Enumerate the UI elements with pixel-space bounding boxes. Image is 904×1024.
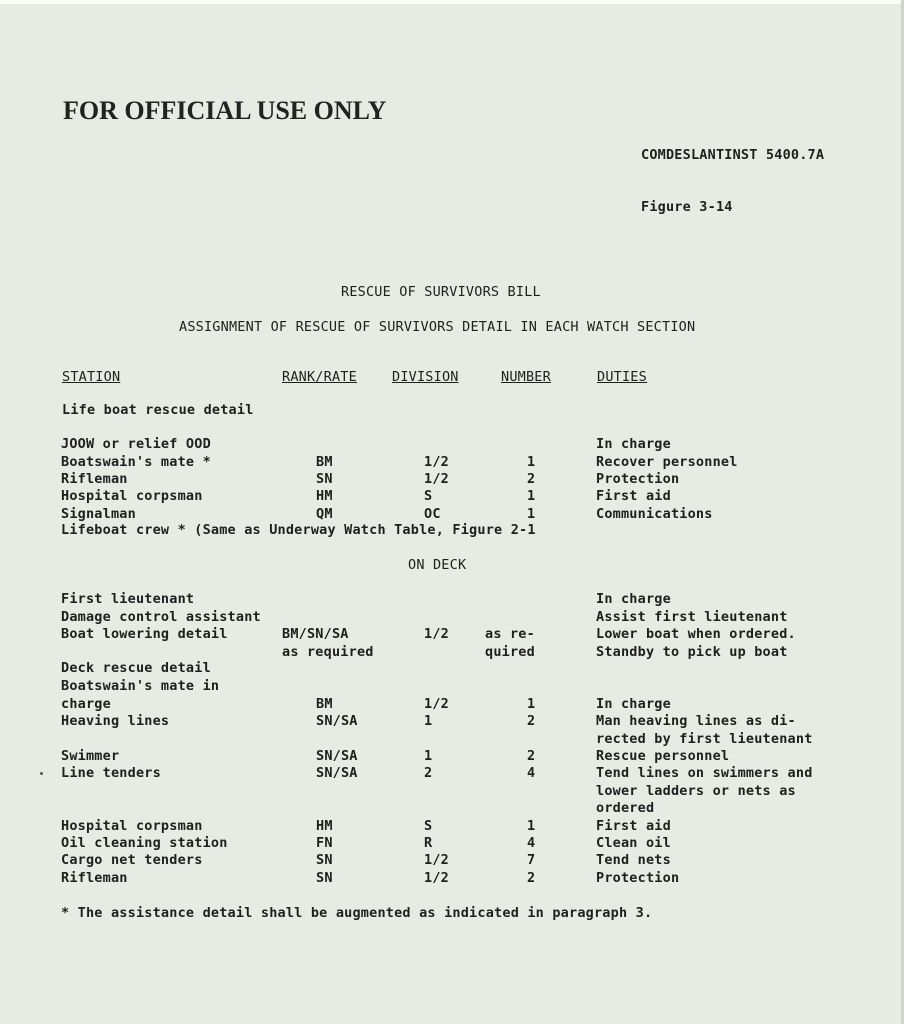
footnote: * The assistance detail shall be augmented as indicated in paragraph 3. [61,905,653,921]
lifeboat-row-rank: HM [316,488,333,504]
deck-row-station: Boatswain's mate in [61,678,220,694]
deck-row-number: 2 [527,870,536,886]
deck-row-number: 7 [527,852,536,868]
deck-row-station: Oil cleaning station [61,835,228,851]
deck-row-duties: Lower boat when ordered. [596,626,796,642]
deck-row-station: Boat lowering detail [61,626,228,642]
header-division: DIVISION [392,369,459,385]
deck-row-division: 1/2 [424,626,449,642]
deck-row-rank: BM [316,696,333,712]
deck-row-duties: rected by first lieutenant [596,731,813,747]
deck-row-rank: SN/SA [316,713,358,729]
deck-row-station: First lieutenant [61,591,195,607]
deck-row-station: Heaving lines [61,713,170,729]
lifeboat-row-number: 1 [527,454,536,470]
lifeboat-crew-line: Lifeboat crew * (Same as Underway Watch Table, Figure 2-1 [61,522,536,538]
deck-row-rank: as required [282,644,374,660]
lifeboat-row-number: 1 [527,488,536,504]
deck-row-rank: HM [316,818,333,834]
deck-row-station: Hospital corpsman [61,818,203,834]
deck-row-division: 1/2 [424,696,449,712]
deck-row-duties: Tend nets [596,852,671,868]
deck-row-duties: In charge [596,591,671,607]
lifeboat-row-number: 2 [527,471,536,487]
lifeboat-row-station: Boatswain's mate * [61,454,211,470]
deck-row-division: 1 [424,748,433,764]
deck-row-station: Damage control assistant [61,609,261,625]
figure-label: Figure 3-14 [641,199,733,215]
header-station: STATION [62,369,121,385]
lifeboat-row-station: JOOW or relief OOD [61,436,211,452]
deck-row-number: 4 [527,835,536,851]
on-deck-heading: ON DECK [408,557,467,573]
deck-row-division: 2 [424,765,433,781]
deck-row-number: 2 [527,713,536,729]
lifeboat-row-duties: Protection [596,471,680,487]
deck-row-number: as re- [485,626,535,642]
deck-row-station: Rifleman [61,870,128,886]
deck-row-rank: SN [316,870,333,886]
lifeboat-row-division: OC [424,506,441,522]
deck-row-duties: Man heaving lines as di- [596,713,796,729]
deck-row-rank: SN/SA [316,765,358,781]
header-number: NUMBER [501,369,551,385]
deck-row-duties: Clean oil [596,835,671,851]
deck-row-duties: Protection [596,870,680,886]
lifeboat-row-division: S [424,488,433,504]
lifeboat-row-station: Rifleman [61,471,128,487]
deck-row-number: 2 [527,748,536,764]
deck-row-duties: Assist first lieutenant [596,609,788,625]
lifeboat-row-rank: QM [316,506,333,522]
deck-row-station: charge [61,696,111,712]
margin-dot [40,772,43,775]
deck-row-duties: Standby to pick up boat [596,644,788,660]
lifeboat-row-number: 1 [527,506,536,522]
deck-row-station: Cargo net tenders [61,852,203,868]
deck-row-division: 1/2 [424,852,449,868]
lifeboat-row-duties: Communications [596,506,713,522]
header-duties: DUTIES [597,369,647,385]
instruction-number: COMDESLANTINST 5400.7A [641,147,825,163]
lifeboat-row-division: 1/2 [424,471,449,487]
lifeboat-row-duties: First aid [596,488,671,504]
deck-row-number: 4 [527,765,536,781]
deck-row-duties: First aid [596,818,671,834]
lifeboat-heading: Life boat rescue detail [62,402,254,418]
lifeboat-row-duties: Recover personnel [596,454,738,470]
deck-row-number: quired [485,644,535,660]
lifeboat-row-rank: SN [316,471,333,487]
lifeboat-row-duties: In charge [596,436,671,452]
deck-row-division: 1 [424,713,433,729]
deck-row-rank: BM/SN/SA [282,626,349,642]
deck-row-duties: ordered [596,800,655,816]
lifeboat-row-station: Signalman [61,506,136,522]
page-top-edge [0,0,904,4]
deck-row-station: Swimmer [61,748,120,764]
deck-row-division: R [424,835,433,851]
document-title: RESCUE OF SURVIVORS BILL [341,284,541,300]
classification-banner: FOR OFFICIAL USE ONLY [63,96,387,125]
deck-row-rank: SN/SA [316,748,358,764]
lifeboat-row-rank: BM [316,454,333,470]
deck-row-duties: In charge [596,696,671,712]
deck-row-station: Deck rescue detail [61,660,211,676]
deck-row-station: Line tenders [61,765,161,781]
deck-row-duties: Rescue personnel [596,748,730,764]
document-subtitle: ASSIGNMENT OF RESCUE OF SURVIVORS DETAIL IN EACH WATCH SECTION [179,319,696,335]
deck-row-division: 1/2 [424,870,449,886]
lifeboat-row-division: 1/2 [424,454,449,470]
deck-row-number: 1 [527,696,536,712]
deck-row-duties: lower ladders or nets as [596,783,796,799]
deck-row-rank: SN [316,852,333,868]
deck-row-division: S [424,818,433,834]
header-rank: RANK/RATE [282,369,357,385]
deck-row-duties: Tend lines on swimmers and [596,765,813,781]
deck-row-rank: FN [316,835,333,851]
lifeboat-row-station: Hospital corpsman [61,488,203,504]
deck-row-number: 1 [527,818,536,834]
